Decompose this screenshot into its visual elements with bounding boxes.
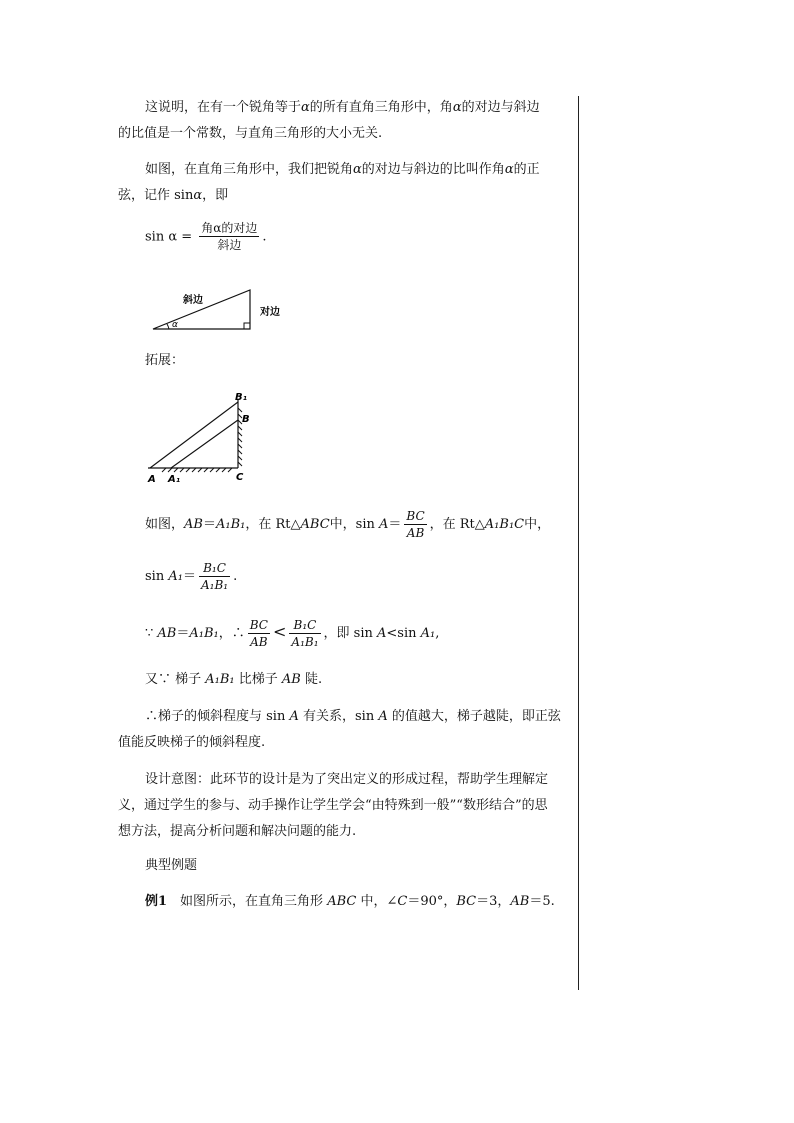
segment-ab: AB [157,626,177,641]
expand-heading: 拓展： [145,353,185,368]
text: ，在 Rt△ [429,517,485,532]
text: 如图所示，在直角三角形 [167,894,328,909]
segment-a1b1: A₁B₁ [215,517,246,532]
triangle-abc: ABC [327,894,357,909]
paragraph-6 [145,667,322,693]
text: ＝3， [476,894,511,909]
text: 的值越大，梯子越陡，即正弦 [387,709,561,724]
alpha-symbol: α [301,100,310,115]
paragraph-7-line-1 [145,704,561,730]
example-1 [145,889,555,915]
fraction [248,618,270,650]
formula-lhs: sin α = [145,229,193,245]
text: ∵ [145,626,158,641]
text: 这说明，在有一个锐角等于 [145,100,302,115]
text: ＝ [388,517,402,532]
segment-a1b1: A₁B₁ [189,626,219,641]
angle-a: A [379,517,389,532]
text: 如图，在直角三角形中，我们把锐角 [145,162,354,177]
less-than-sign: < [273,622,287,641]
fraction [199,561,230,593]
text: 中，sin [329,517,379,532]
text: <sin [386,626,421,641]
point-a-label: A [148,474,156,485]
paragraph-3 [145,508,550,542]
angle-a: A [378,709,388,724]
fraction [289,618,320,650]
paragraph-5 [145,615,439,651]
right-angle-mark [244,323,250,329]
text: 如图， [145,517,185,532]
segment-bc: BC [456,894,477,909]
text: ，即 sin [323,626,377,641]
hypotenuse-label: 斜边 [183,295,203,306]
fraction-numerator: BC [249,617,268,632]
fraction-denominator: AB [250,634,268,649]
paragraph-8-line-3: 想方法，提高分析问题和解决问题的能力. [118,824,357,839]
fraction [404,509,426,541]
example-label: 例1 [145,894,168,909]
text: ＝ [182,569,196,584]
fraction-numerator: B₁C [289,618,320,634]
sine-definition-formula [145,221,267,253]
fraction-denominator: A₁B₁ [200,577,229,592]
angle-alpha-label: α [172,320,178,330]
paragraph-1-line-2: 的比值是一个常数，与直角三角形的大小无关. [118,126,383,141]
segment-ab: AB [510,894,530,909]
text: ＝ [176,626,190,641]
text: 的正 [513,162,540,177]
ground-hatching [162,468,232,472]
angle-c: C [397,894,408,909]
fraction-numerator: BC [406,508,425,523]
text: . [233,569,238,584]
angle-a: A [376,626,387,641]
right-triangle-figure [145,284,295,334]
text: 的对边与斜边的比叫作角 [361,162,505,177]
angle-arc [167,324,169,329]
fraction [199,221,259,253]
fraction-denominator: AB [406,525,425,540]
text: ，在 Rt△ [245,517,301,532]
text: 弦，记作 sin [118,188,194,203]
point-a1-label: A₁ [168,474,181,485]
text: ，即 [202,188,229,203]
text: 中， [524,517,551,532]
text: . [262,229,267,245]
text: 的对边与斜边 [461,100,540,115]
text: , [435,626,440,641]
angle-a: A [289,709,299,724]
segment-a1b1: A₁B₁ [205,672,235,687]
point-c-label: C [236,472,244,483]
segment-ab: AB [184,517,203,532]
paragraph-2-line-2 [118,183,228,209]
text: 中，∠ [356,894,398,909]
text: ＝5. [529,894,555,909]
paragraph-1-line-1 [145,95,540,121]
paragraph-4 [145,560,237,594]
alpha-symbol: α [452,100,462,115]
text: 的所有直角三角形中，角 [309,100,453,115]
text: ＝ [202,517,216,532]
angle-a1: A₁ [420,626,436,641]
paragraph-2-line-1 [145,157,540,183]
text: ∴梯子的倾斜程度与 sin [145,709,290,724]
text: 比梯子 [234,672,282,687]
text: ＝90°， [407,894,457,909]
text: ，∴ [218,626,245,641]
point-b-label: B [242,414,250,425]
opposite-side-label: 对边 [260,307,280,318]
text: 陡. [300,672,323,687]
paragraph-7-line-2: 值能反映梯子的倾斜程度. [118,735,266,750]
point-b1-label: B₁ [235,392,248,403]
right-margin-rule [578,96,579,990]
ladder-ab1 [150,402,238,468]
fraction-denominator: A₁B₁ [291,634,319,649]
triangle-abc: ABC [300,517,330,532]
text: 有关系，sin [298,709,379,724]
text: sin [145,569,169,584]
fraction-numerator: B₁C [199,561,230,577]
alpha-symbol: α [193,188,203,203]
fraction-denominator: 斜边 [217,238,242,252]
paragraph-8-line-2: 义，通过学生的参与、动手操作让学生学会“由特殊到一般”“数形结合”的思 [118,798,548,813]
triangle-a1b1c: A₁B₁C [484,517,525,532]
section-title: 典型例题 [145,858,198,873]
alpha-symbol: α [504,162,514,177]
angle-a1: A₁ [168,569,183,584]
ladder-figure [140,388,260,486]
segment-ab: AB [281,672,301,687]
text: 又∵ 梯子 [145,672,206,687]
alpha-symbol: α [353,162,362,177]
fraction-numerator: 角α的对边 [201,221,258,235]
paragraph-8-line-1: 设计意图：此环节的设计是为了突出定义的形成过程，帮助学生理解定 [145,772,549,787]
